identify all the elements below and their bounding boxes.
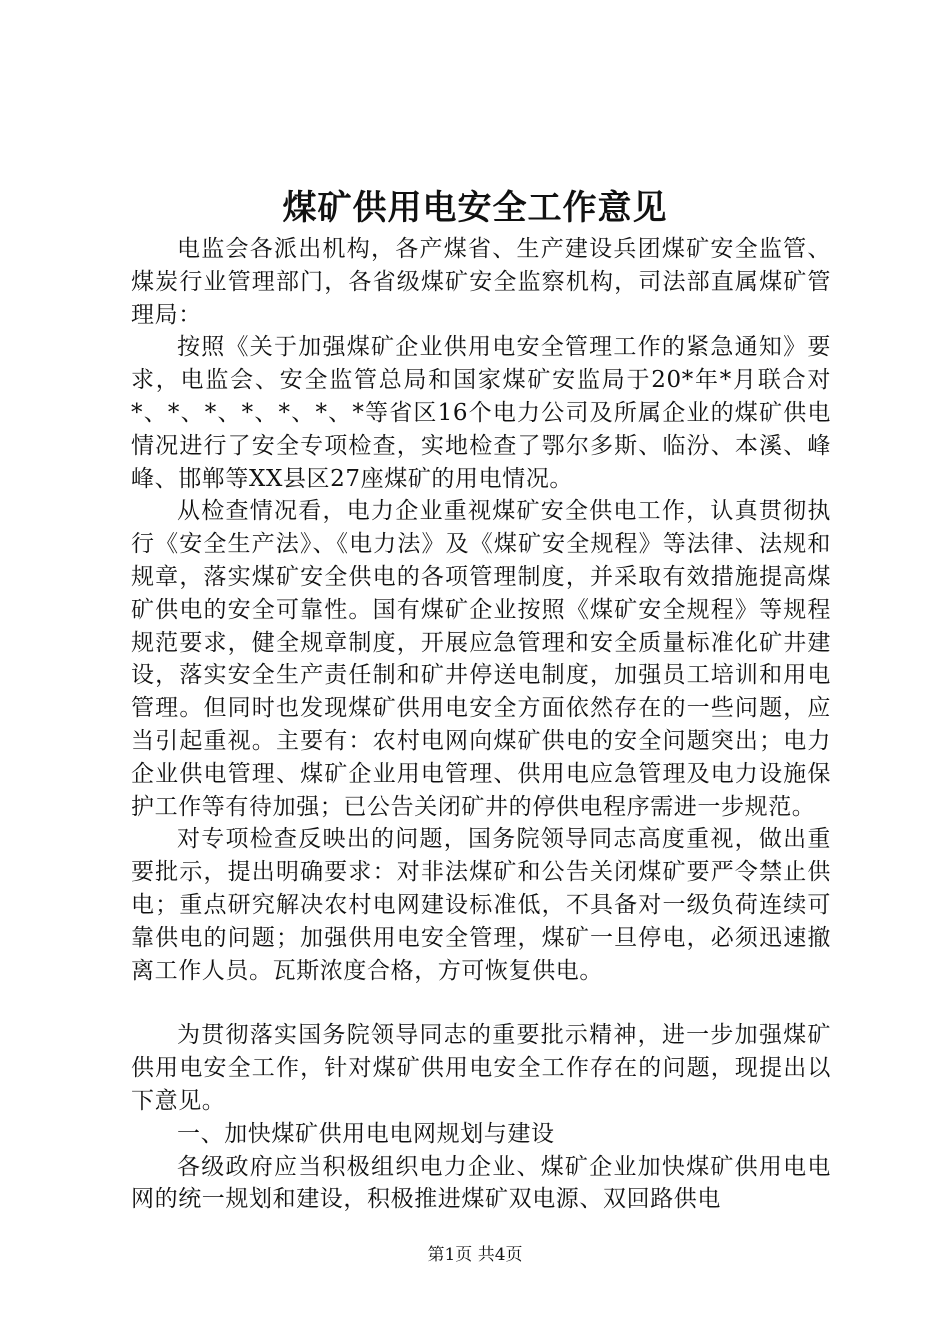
paragraph-purpose: 为贯彻落实国务院领导同志的重要批示精神，进一步加强煤矿供用电安全工作，针对煤矿供用电安全工作存在的问题，现提出以下意见。 [131, 1022, 831, 1114]
section-heading-1: 一、加快煤矿供用电电网规划与建设 [177, 1120, 555, 1147]
page-number-footer: 第1页 共4页 [427, 1245, 523, 1265]
paragraph-salutation: 电监会各派出机构，各产煤省、生产建设兵团煤矿安全监管、煤炭行业管理部门，各省级煤矿安全监察机构，司法部直属煤矿管理局： [131, 236, 831, 328]
document-body [131, 233, 831, 1216]
paragraph-section-1: 各级政府应当积极组织电力企业、煤矿企业加快煤矿供用电电网的统一规划和建设，积极推进煤矿双电源、双回路供电 [131, 1153, 831, 1213]
paragraph-instructions: 对专项检查反映出的问题，国务院领导同志高度重视，做出重要批示，提出明确要求：对非法煤矿和公告关闭煤矿要严令禁止供电；重点研究解决农村电网建设标准低，不具备对一级负荷连续可靠供电的问题；加强供用电安全管理，煤矿一旦停电，必须迅速撤离工作人员。瓦斯浓度合格，方可恢复供电。 [131, 826, 831, 984]
paragraph-findings: 从检查情况看，电力企业重视煤矿安全供电工作，认真贯彻执行《安全生产法》、《电力法》及《煤矿安全规程》等法律、法规和规章，落实煤矿安全供电的各项管理制度，并采取有效措施提高煤矿供电的安全可靠性。国有煤矿企业按照《煤矿安全规程》等规程规范要求，健全规章制度，开展应急管理和安全质量标准化矿井建设，落实安全生产责任制和矿井停送电制度，加强员工培训和用电管理。但同时也发现煤矿供用电安全方面依然存在的一些问题，应当引起重视。主要有：农村电网向煤矿供电的安全问题突出；电力企业供电管理、煤矿企业用电管理、供用电应急管理及电力设施保护工作等有待加强；已公告关闭矿井的停供电程序需进一步规范。 [131, 498, 831, 820]
document-title: 煤矿供用电安全工作意见 [282, 188, 668, 228]
paragraph-background: 按照《关于加强煤矿企业供用电安全管理工作的紧急通知》要求，电监会、安全监管总局和国家煤矿安监局于20*年*月联合对*、*、*、*、*、*、*等省区16个电力公司及所属企业的煤矿供电情况进行了安全专项检查，实地检查了鄂尔多斯、临汾、本溪、峰峰、邯郸等XX县区27座煤矿的用电情况。 [131, 334, 831, 492]
